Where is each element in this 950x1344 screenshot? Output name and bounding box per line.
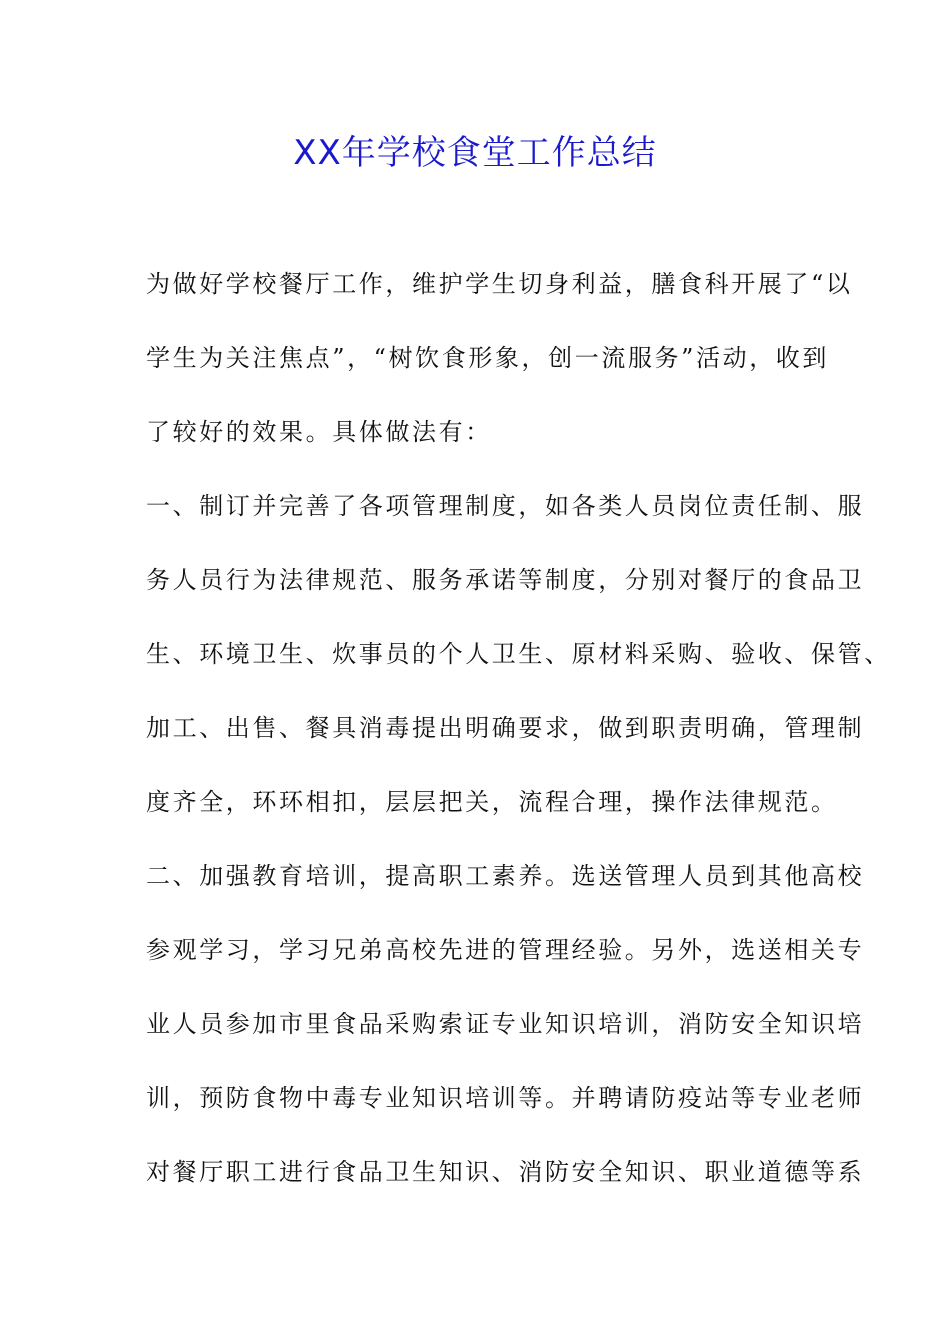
text-line: 二、加强教育培训，提高职工素养。选送管理人员到其他高校: [146, 862, 865, 890]
text-line: 学生为关注焦点”，“树饮食形象，创一流服务”活动，收到: [146, 344, 830, 372]
text-line: 生、环境卫生、炊事员的个人卫生、原材料采购、验收、保管、: [146, 640, 891, 668]
text-line: 度齐全，环环相扣，层层把关，流程合理，操作法律规范。: [146, 788, 838, 816]
text-line: 一、制订并完善了各项管理制度，如各类人员岗位责任制、服: [146, 492, 865, 520]
text-line: 务人员行为法律规范、服务承诺等制度，分别对餐厅的食品卫: [146, 566, 865, 594]
text-line: 业人员参加市里食品采购索证专业知识培训，消防安全知识培: [146, 1010, 865, 1038]
text-line: 训，预防食物中毒专业知识培训等。并聘请防疫站等专业老师: [146, 1084, 865, 1112]
text-line: 参观学习，学习兄弟高校先进的管理经验。另外，选送相关专: [146, 936, 865, 964]
document-title: XX年学校食堂工作总结: [293, 133, 657, 173]
text-line: 对餐厅职工进行食品卫生知识、消防安全知识、职业道德等系: [146, 1158, 865, 1186]
text-line: 加工、出售、餐具消毒提出明确要求，做到职责明确，管理制: [146, 714, 865, 742]
document-body: [146, 262, 891, 1224]
text-line: 为做好学校餐厅工作，维护学生切身利益，膳食科开展了“以: [146, 270, 853, 298]
text-line: 了较好的效果。具体做法有：: [146, 418, 492, 446]
